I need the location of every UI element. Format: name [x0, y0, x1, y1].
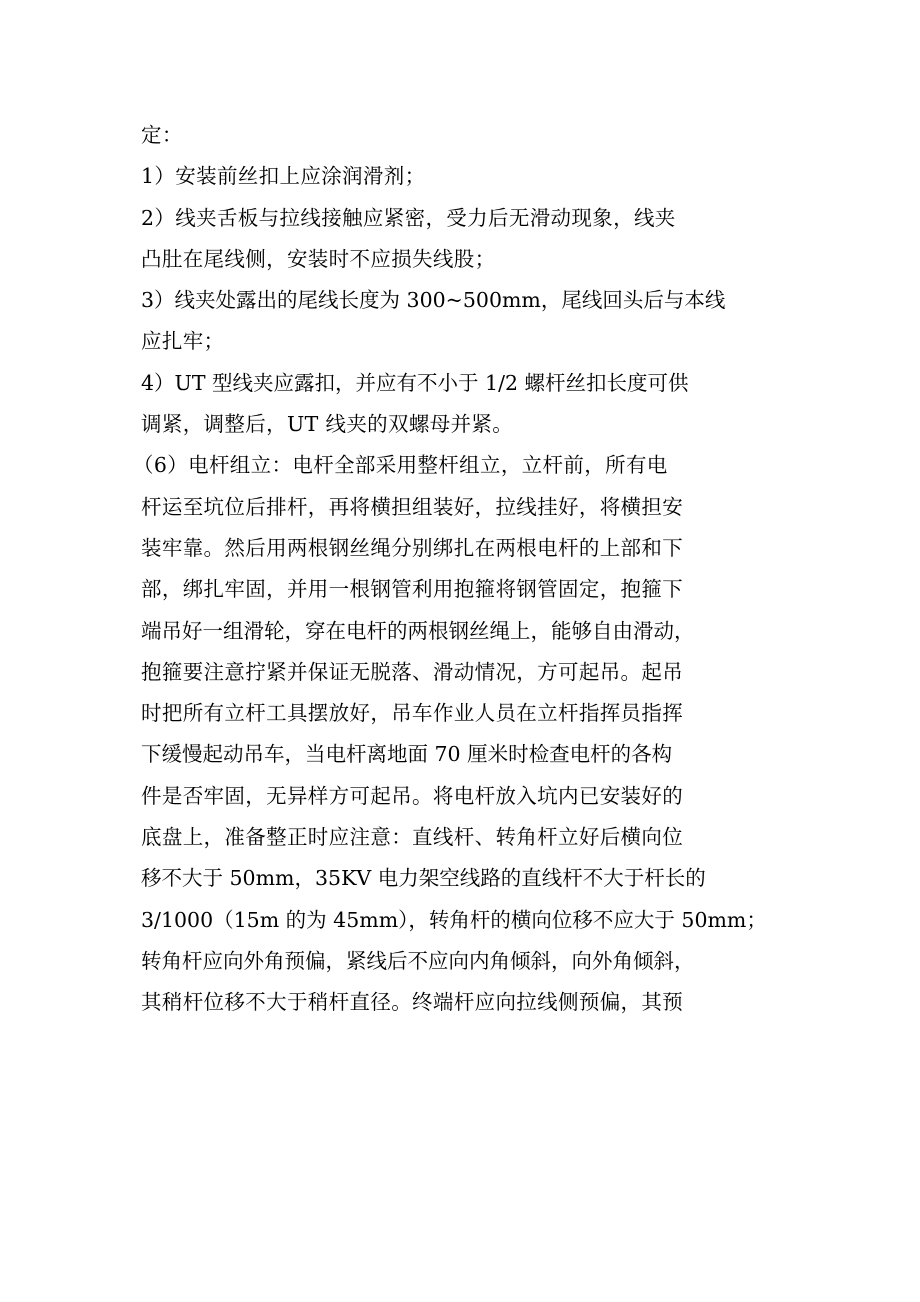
- text-line: 杆运至坑位后排杆，再将横担组装好，拉线挂好，将横担安: [141, 494, 684, 519]
- text-line: 定：: [141, 123, 183, 147]
- text-line: 1）安装前丝扣上应涂润滑剂；: [141, 164, 426, 189]
- text-line: 调紧，调整后，UT 线夹的双螺母并紧。: [141, 412, 514, 437]
- text-line: 其稍杆位移不大于稍杆直径。终端杆应向拉线侧预偏，其预: [141, 990, 684, 1015]
- text-line: 3/1000（15m 的为 45mm），转角杆的横向位移不应大于 50mm；: [141, 907, 767, 932]
- document-page: [133, 115, 786, 1024]
- text-line: 4）UT 型线夹应露扣，并应有不小于 1/2 螺杆丝扣长度可供: [141, 370, 689, 395]
- text-line: 凸肚在尾线侧，安装时不应损失线股；: [141, 246, 496, 271]
- paragraph-item-2: [141, 198, 786, 281]
- paragraph-item-1: [141, 156, 786, 197]
- text-line: 端吊好一组滑轮，穿在电杆的两根钢丝绳上，能够自由滑动，: [141, 618, 695, 643]
- text-line: 时把所有立杆工具摆放好，吊车作业人员在立杆指挥员指挥: [141, 701, 684, 726]
- text-line: 移不大于 50mm，35KV 电力架空线路的直线杆不大于杆长的: [141, 866, 706, 891]
- text-line: 装牢靠。然后用两根钢丝绳分别绑扎在两根电杆的上部和下: [141, 535, 684, 560]
- text-line: 下缓慢起动吊车，当电杆离地面 70 厘米时检查电杆的各构: [141, 742, 673, 767]
- text-line: 转角杆应向外角预偏，紧线后不应向内角倾斜，向外角倾斜，: [141, 948, 695, 973]
- paragraph-heading-tail: [141, 115, 786, 156]
- text-line: 2）线夹舌板与拉线接触应紧密，受力后无滑动现象，线夹: [141, 205, 676, 230]
- text-line: 应扎牢；: [141, 329, 225, 354]
- text-line: 3）线夹处露出的尾线长度为 300~500mm，尾线回头后与本线: [141, 288, 726, 313]
- text-line: （6）电杆组立：电杆全部采用整杆组立，立杆前，所有电: [133, 453, 668, 478]
- text-line: 底盘上，准备整正时应注意：直线杆、转角杆立好后横向位: [141, 825, 684, 850]
- text-line: 抱箍要注意拧紧并保证无脱落、滑动情况，方可起吊。起吊: [141, 659, 684, 684]
- paragraph-item-3: [141, 280, 786, 363]
- text-line: 部，绑扎牢固，并用一根钢管利用抱箍将钢管固定，抱箍下: [141, 577, 684, 602]
- paragraph-pole-erection: [133, 445, 786, 1023]
- text-line: 件是否牢固，无异样方可起吊。将电杆放入坑内已安装好的: [141, 783, 684, 808]
- paragraph-item-4: [141, 363, 786, 446]
